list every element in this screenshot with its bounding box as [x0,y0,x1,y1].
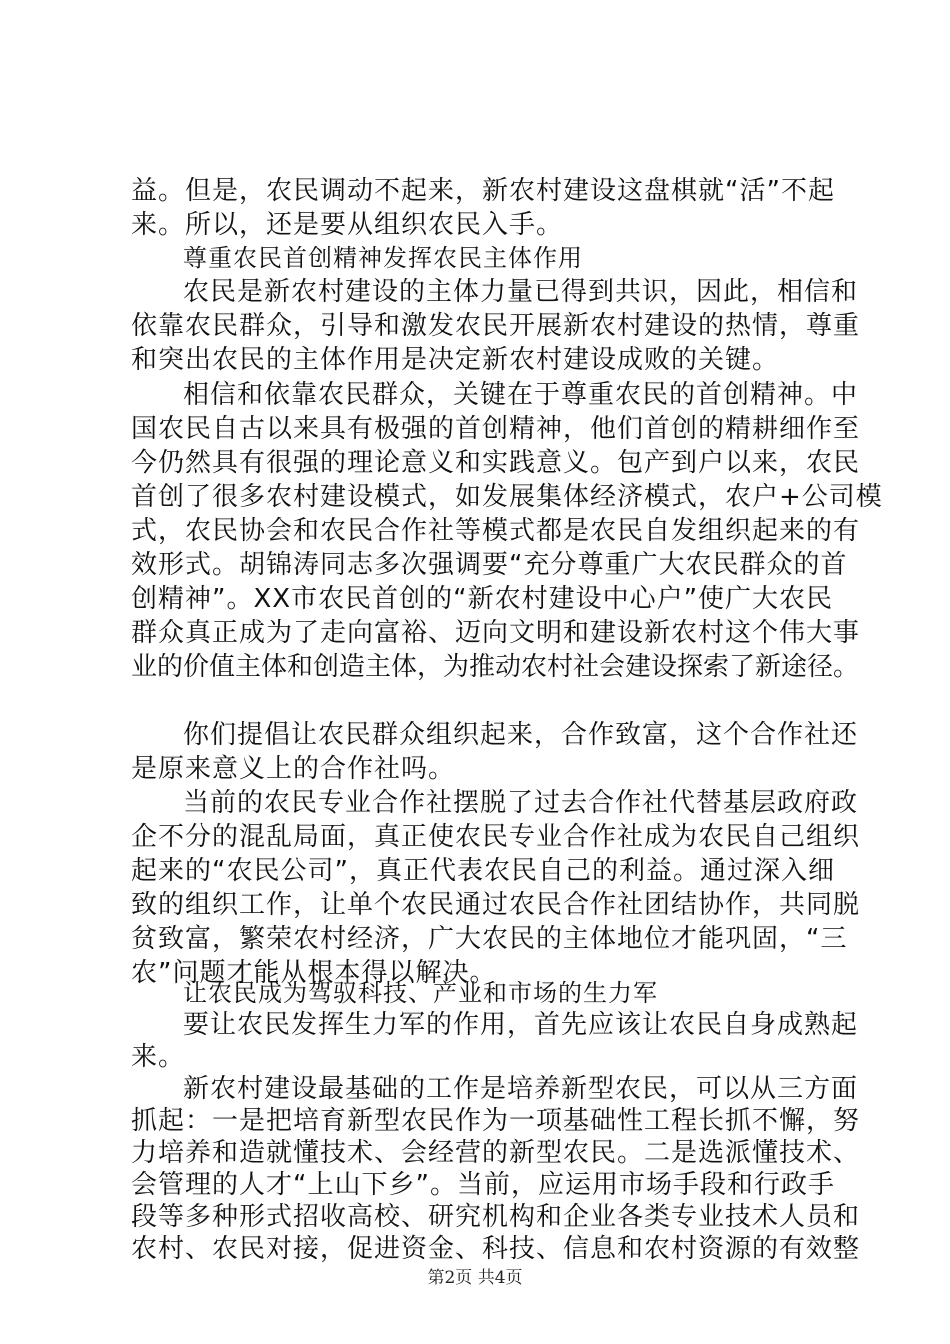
section-heading: 尊重农民首创精神发挥农民主体作用 [183,244,583,272]
text-line: 要让农民发挥生力军的作用，首先应该让农民自身成熟起 [183,1010,859,1040]
text-line: 来。 [131,1042,186,1072]
text-line: 抓起：一是把培育新型农民作为一项基础性工程长抓不懈，努 [131,1106,861,1136]
text-line: 你们提倡让农民群众组织起来，合作致富，这个合作社还 [183,720,859,750]
text-line: 群众真正成为了走向富裕、迈向文明和建设新农村这个伟大事 [131,618,861,648]
text-line: 贫致富，繁荣农村经济，广大农民的主体地位才能巩固，“三 [131,924,848,954]
text-line: 创精神”。XX市农民首创的“新农村建设中心户”使广大农民 [131,584,834,614]
text-line: 新农村建设最基础的工作是培养新型农民，可以从三方面 [183,1074,859,1104]
text-line: 今仍然具有很强的理论意义和实践意义。包产到户以来，农民 [131,448,861,478]
text-line: 相信和依靠农民群众，关键在于尊重农民的首创精神。中 [183,380,859,410]
text-line: 农民是新农村建设的主体力量已得到共识，因此，相信和 [183,277,859,307]
text-line: 国农民自古以来具有极强的首创精神，他们首创的精耕细作至 [131,414,861,444]
text-line: 和突出农民的主体作用是决定新农村建设成败的关键。 [131,345,780,375]
text-line: 依靠农民群众，引导和激发农民开展新农村建设的热情，尊重 [131,311,861,341]
text-line: 首创了很多农村建设模式，如发展集体经济模式，农户+公司模 [131,482,883,512]
text-line: 当前的农民专业合作社摆脱了过去合作社代替基层政府政 [183,788,859,818]
text-line: 来。所以，还是要从组织农民入手。 [131,210,564,240]
text-line: 会管理的人才“上山下乡”。当前，应运用市场手段和行政手 [131,1170,835,1200]
text-line: 式，农民协会和农民合作社等模式都是农民自发组织起来的有 [131,516,861,546]
section-heading: 让农民成为驾驭科技、产业和市场的生力军 [183,979,658,1007]
text-line: 益。但是，农民调动不起来，新农村建设这盘棋就“活”不起 [131,176,835,206]
text-line: 起来的“农民公司”，真正代表农民自己的利益。通过深入细 [131,856,835,886]
text-line: 农村、农民对接，促进资金、科技、信息和农村资源的有效整 [131,1234,861,1264]
text-line: 农”问题才能从根本得以解决。 [131,958,497,988]
text-line: 是原来意义上的合作社吗。 [131,754,456,784]
text-line: 效形式。胡锦涛同志多次强调要“充分尊重广大农民群众的首 [131,550,848,580]
text-line: 致的组织工作，让单个农民通过农民合作社团结协作，共同脱 [131,890,861,920]
text-line: 力培养和造就懂技术、会经营的新型农民。二是选派懂技术、 [131,1138,861,1168]
text-line: 企不分的混乱局面，真正使农民专业合作社成为农民自己组织 [131,822,861,852]
text-line: 业的价值主体和创造主体，为推动农村社会建设探索了新途径。 [131,652,860,682]
page-number-footer: 第2页 共4页 [427,1268,523,1288]
text-line: 段等多种形式招收高校、研究机构和企业各类专业技术人员和 [131,1202,861,1232]
